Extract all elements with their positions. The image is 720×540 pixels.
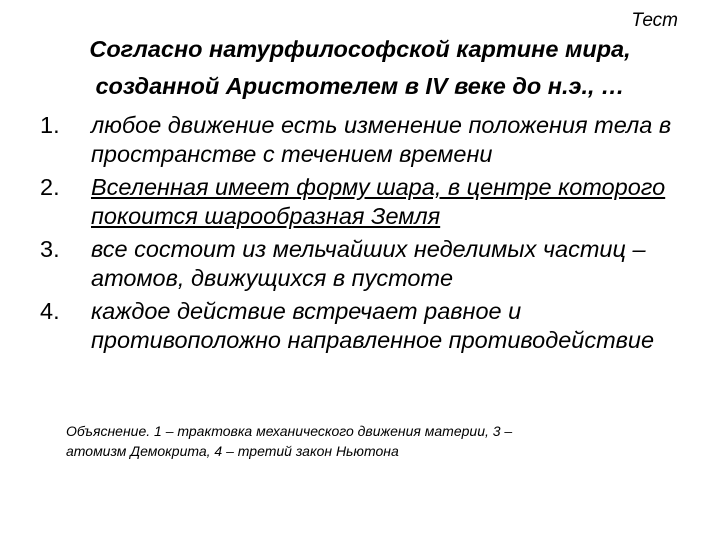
question-title-line-2: созданной Аристотелем в IV веке до н.э., … [95, 73, 625, 99]
test-label: Тест [631, 10, 678, 31]
answer-option-number: 2. [40, 174, 60, 200]
answer-options-list [40, 111, 680, 359]
explanation-note [66, 421, 666, 461]
answer-option-1 [40, 111, 680, 169]
answer-option-number: 3. [40, 236, 60, 262]
answer-option-text: каждое действие встречает равное и противоположно направленное противодействие [91, 298, 655, 353]
question-title [0, 31, 720, 105]
answer-option-text: все состоит из мельчайших неделимых частиц – атомов, движущихся в пустоте [91, 236, 646, 291]
answer-option-number: 4. [40, 298, 60, 324]
answer-option-number: 1. [40, 112, 60, 138]
answer-option-text: любое движение есть изменение положения тела в пространстве с течением времени [91, 112, 672, 167]
answer-option-2 [40, 173, 680, 231]
answer-option-text: Вселенная имеет форму шара, в центре которого покоится шарообразная Земля [91, 174, 666, 229]
question-title-line-1: Согласно натурфилософской картине мира, [89, 36, 631, 62]
explanation-line-2: атомизм Демокрита, 4 – третий закон Ньютона [66, 443, 399, 459]
answer-option-3 [40, 235, 680, 293]
explanation-line-1: Объяснение. 1 – трактовка механического движения материи, 3 – [66, 423, 513, 439]
answer-option-4 [40, 297, 680, 355]
